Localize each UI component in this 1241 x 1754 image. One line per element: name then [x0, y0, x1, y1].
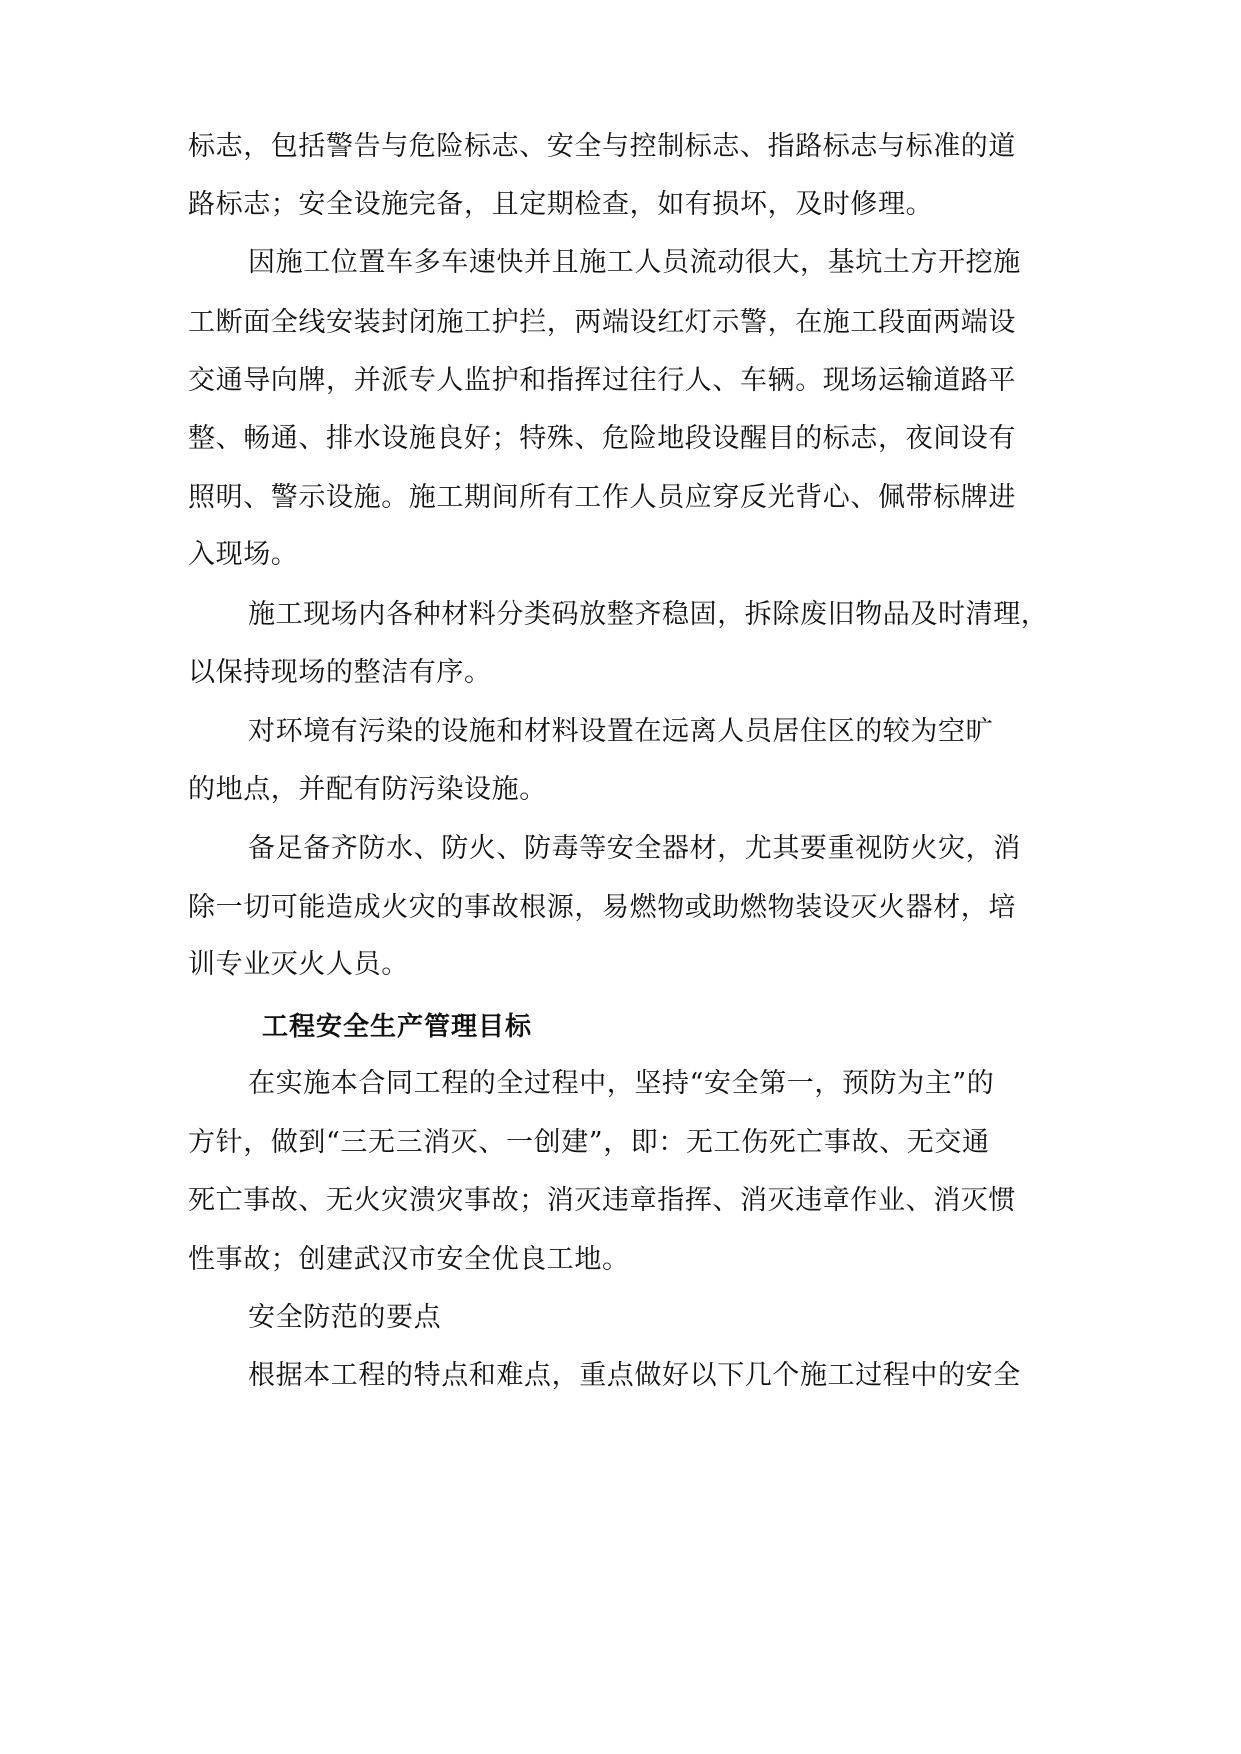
- text-line: 训专业灭火人员。: [188, 949, 409, 980]
- text-line: 以保持现场的整洁有序。: [188, 657, 492, 688]
- text-line: 照明、警示设施。施工期间所有工作人员应穿反光背心、佩带标牌进: [188, 482, 1016, 513]
- text-line: 除一切可能造成火灾的事故根源，易燃物或助燃物装设灭火器材，培: [188, 892, 1016, 923]
- subsection-title: 安全防范的要点: [248, 1302, 442, 1333]
- text-line: 性事故；创建武汉市安全优良工地。: [188, 1244, 630, 1275]
- paragraph-first-line: 在实施本合同工程的全过程中，坚持“安全第一，预防为主”的: [248, 1068, 995, 1099]
- paragraph-first-line: 备足备齐防水、防火、防毒等安全器材，尤其要重视防火灾，消: [248, 833, 1021, 864]
- text-line: 标志，包括警告与危险标志、安全与控制标志、指路标志与标准的道: [188, 131, 1016, 162]
- section-heading: 工程安全生产管理目标: [262, 1012, 533, 1042]
- paragraph-first-line: 施工现场内各种材料分类码放整齐稳固，拆除废旧物品及时清理，: [248, 599, 1049, 630]
- text-line: 整、畅通、排水设施良好；特殊、危险地段设醒目的标志，夜间设有: [188, 423, 1016, 454]
- text-line: 工断面全线安装封闭施工护拦，两端设红灯示警，在施工段面两端设: [188, 307, 1016, 338]
- paragraph-first-line: 对环境有污染的设施和材料设置在远离人员居住区的较为空旷: [248, 716, 994, 747]
- text-line: 交通导向牌，并派专人监护和指挥过往行人、车辆。现场运输道路平: [188, 365, 1016, 396]
- text-line: 方针，做到“三无三消灭、一创建”，即：无工伤死亡事故、无交通: [188, 1127, 990, 1158]
- text-line: 死亡事故、无火灾溃灾事故；消灭违章指挥、消灭违章作业、消灭惯: [188, 1185, 1016, 1216]
- text-line: 路标志；安全设施完备，且定期检查，如有损坏，及时修理。: [188, 189, 934, 220]
- text-line: 的地点，并配有防污染设施。: [188, 774, 547, 805]
- paragraph-first-line: 根据本工程的特点和难点，重点做好以下几个施工过程中的安全: [248, 1360, 1021, 1391]
- paragraph-first-line: 因施工位置车多车速快并且施工人员流动很大，基坑土方开挖施: [248, 247, 1021, 278]
- text-line: 入现场。: [188, 539, 299, 570]
